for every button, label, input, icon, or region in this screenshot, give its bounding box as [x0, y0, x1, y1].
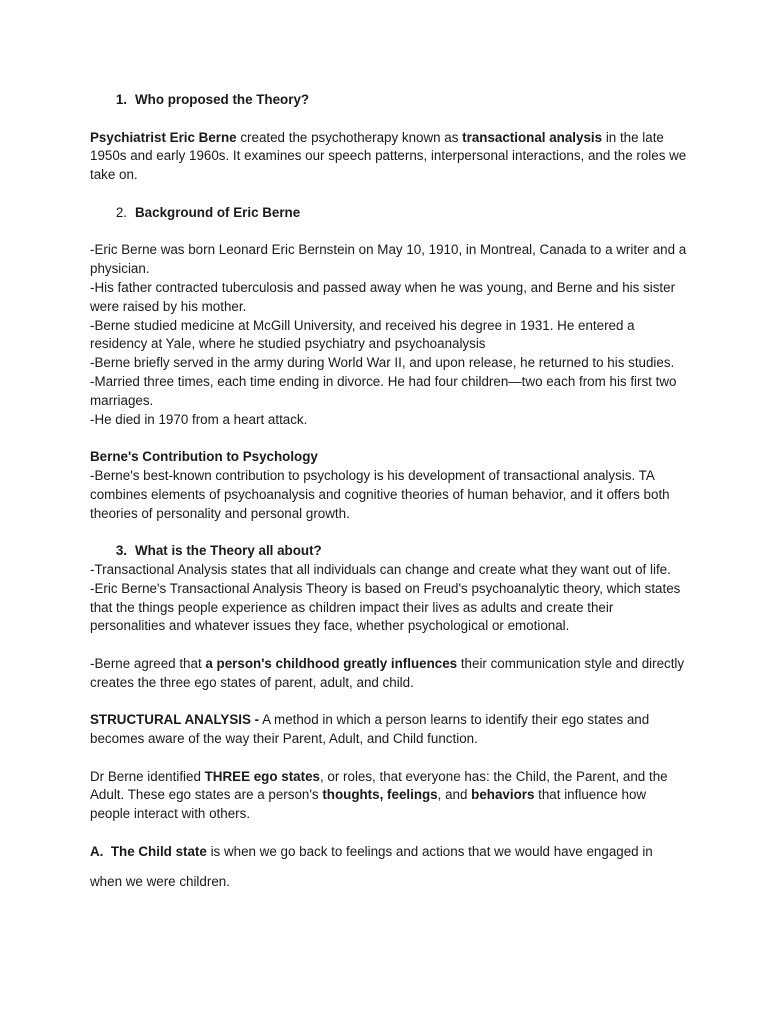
childhood-text-2: their communication style and directly creates the three ego states of parent, adult, and child. — [90, 655, 685, 690]
intro-bold-2: transactional analysis — [462, 129, 603, 145]
structural-bold: STRUCTURAL ANALYSIS - — [90, 712, 260, 728]
child-state-text: is when we go back to feelings and actions that we would have engaged in — [206, 843, 653, 859]
childhood-bold: a person's childhood greatly influences — [205, 655, 458, 671]
contribution-title-text: Berne's Contribution to Psychology — [90, 449, 318, 465]
intro-text-1: created the psychotherapy known as — [236, 129, 463, 145]
section-1-title: Who proposed the Theory? — [135, 92, 310, 107]
structural-text: A method in which a person learns to identify their ego states and becomes aware of the way their Parent, Adult, and Child function. — [90, 712, 650, 747]
structural-analysis-paragraph — [90, 711, 690, 749]
section-2-number: 2. — [115, 204, 127, 220]
theory-item: -Eric Berne's Transactional Analysis Theory is based on Freud's psychoanalytic theory, which states that the things people experience as children impact their lives as adults and create their personalities and whatever issues they face, whether psychological or emotional. — [90, 580, 681, 634]
childhood-text-1: -Berne agreed that — [90, 655, 206, 671]
section-1-heading — [90, 91, 690, 110]
ego-bold-2: thoughts, feelings — [322, 787, 438, 803]
ego-text-1: Dr Berne identified — [90, 768, 205, 784]
contribution-text: -Berne's best-known contribution to psychology is his development of transactional analysis. TA combines elements of psychoanalysis and cognitive theories of human behavior, and it offers both theories of personality and personal growth. — [90, 467, 670, 521]
background-item: -He died in 1970 from a heart attack. — [90, 411, 308, 427]
ego-text-2: , or roles, that everyone has: the Child, the Parent, and the Adult. These ego states are a person's — [90, 768, 668, 803]
section-1-intro — [90, 129, 690, 185]
intro-bold-1: Psychiatrist Eric Berne — [90, 129, 237, 145]
ego-states-paragraph — [90, 768, 690, 824]
intro-text-2: in the late 1950s and early 1960s. It examines our speech patterns, interpersonal interactions, and the roles we take on. — [90, 129, 687, 183]
section-3-heading — [90, 542, 690, 561]
background-item: -Eric Berne was born Leonard Eric Bernstein on May 10, 1910, in Montreal, Canada to a writer and a physician. — [90, 242, 687, 277]
document-page — [90, 91, 690, 891]
background-item: -Berne studied medicine at McGill University, and received his degree in 1931. He entered a residency at Yale, where he studied psychiatry and psychoanalysis — [90, 317, 635, 352]
child-state-bold: The Child state — [110, 843, 207, 859]
ego-text-4: that influence how people interact with others. — [90, 787, 647, 822]
section-2-heading — [90, 204, 690, 223]
background-item: -His father contracted tuberculosis and passed away when he was young, and Berne and his sister were raised by his mother. — [90, 279, 676, 314]
childhood-paragraph — [90, 655, 690, 693]
ego-text-3: , and — [437, 787, 472, 803]
background-item: -Married three times, each time ending in divorce. He had four children—two each from his first two marriages. — [90, 373, 677, 408]
section-1-number: 1. — [115, 92, 127, 107]
section-2-title: Background of Eric Berne — [135, 204, 301, 220]
child-state-continuation: when we were children. — [90, 873, 230, 889]
ego-bold-1: THREE ego states — [204, 768, 320, 784]
section-3-title: What is the Theory all about? — [135, 543, 322, 559]
contribution-title — [90, 448, 690, 467]
child-state-paragraph — [90, 843, 690, 862]
child-state-label: A. — [90, 843, 104, 859]
ego-bold-3: behaviors — [471, 787, 535, 803]
section-3-number: 3. — [115, 543, 127, 559]
background-item: -Berne briefly served in the army during World War II, and upon release, he returned to his studies. — [90, 355, 675, 371]
theory-item: -Transactional Analysis states that all individuals can change and create what they want out of life. — [90, 561, 671, 577]
